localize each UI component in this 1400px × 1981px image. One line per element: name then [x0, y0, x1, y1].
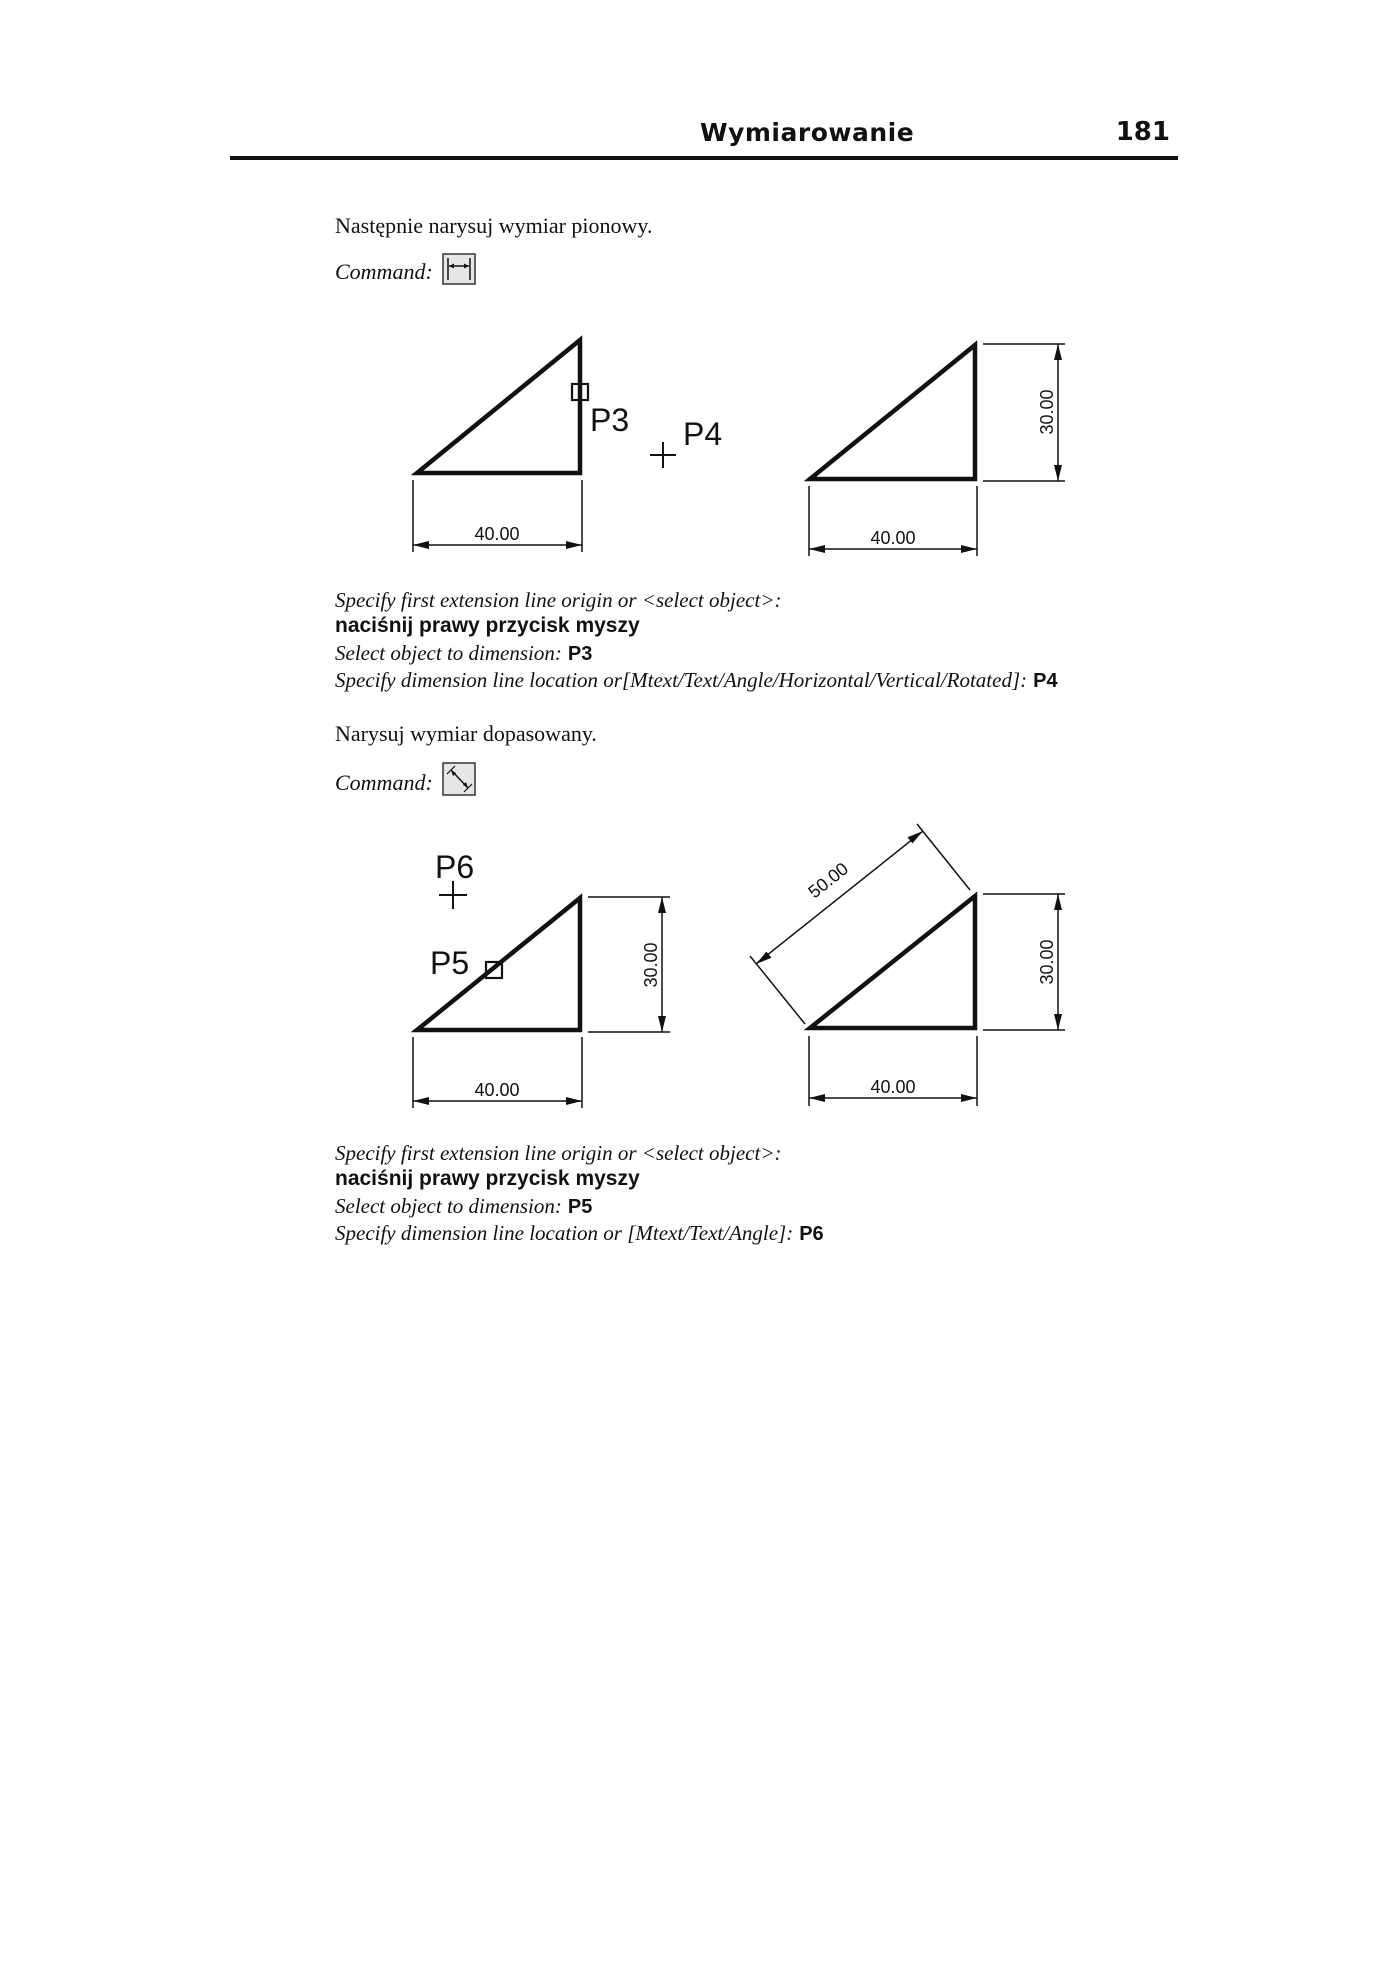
section1-intro: Następnie narysuj wymiar pionowy. [335, 213, 653, 238]
prompt-response: P3 [567, 643, 593, 665]
prompt-text: Specify dimension line location or [Mtext/Text/Angle]: [335, 1221, 794, 1245]
page-number: 181 [1115, 117, 1170, 147]
dim-label-left-vertical: 30.00 [641, 942, 661, 988]
dim-label-right-horizontal: 40.00 [870, 528, 916, 548]
point-label-p6: P6 [435, 849, 475, 885]
prompt-text: Select object to dimension: [335, 1194, 562, 1218]
point-label-p5: P5 [430, 945, 470, 981]
dim-label-right-aligned: 50.00 [804, 858, 853, 903]
section1-prompt-2: naciśnij prawy przycisk myszy [335, 614, 640, 637]
prompt-text: Specify dimension line location or[Mtext/Text/Angle/Horizontal/Vertical/Rotated]: [335, 668, 1028, 692]
running-header-title: Wymiarowanie [700, 118, 915, 147]
command-label: Command: [335, 259, 433, 284]
prompt-response: P6 [799, 1223, 824, 1245]
point-label-p4: P4 [683, 416, 723, 452]
dim-label-left-horizontal: 40.00 [474, 524, 520, 544]
command-label: Command: [335, 770, 433, 795]
dim-label-left-horizontal: 40.00 [474, 1080, 520, 1100]
prompt-text: Select object to dimension: [335, 641, 562, 665]
prompt-response: P4 [1033, 670, 1058, 692]
triangle-right [810, 896, 975, 1028]
prompt-response: P5 [567, 1196, 593, 1218]
dim-label-right-vertical: 30.00 [1037, 939, 1057, 985]
dim-label-right-horizontal: 40.00 [870, 1077, 916, 1097]
section2-prompt-1: Specify first extension line origin or <select object>: [335, 1141, 782, 1165]
dim-label-right-vertical: 30.00 [1037, 389, 1057, 435]
section2-prompt-3 [335, 1194, 592, 1219]
section2-prompt-4 [335, 1221, 824, 1246]
section2-prompt-2: naciśnij prawy przycisk myszy [335, 1167, 640, 1190]
point-label-p3: P3 [590, 402, 630, 438]
section1-prompt-1: Specify first extension line origin or <select object>: [335, 588, 782, 612]
section2-intro: Narysuj wymiar dopasowany. [335, 721, 597, 746]
